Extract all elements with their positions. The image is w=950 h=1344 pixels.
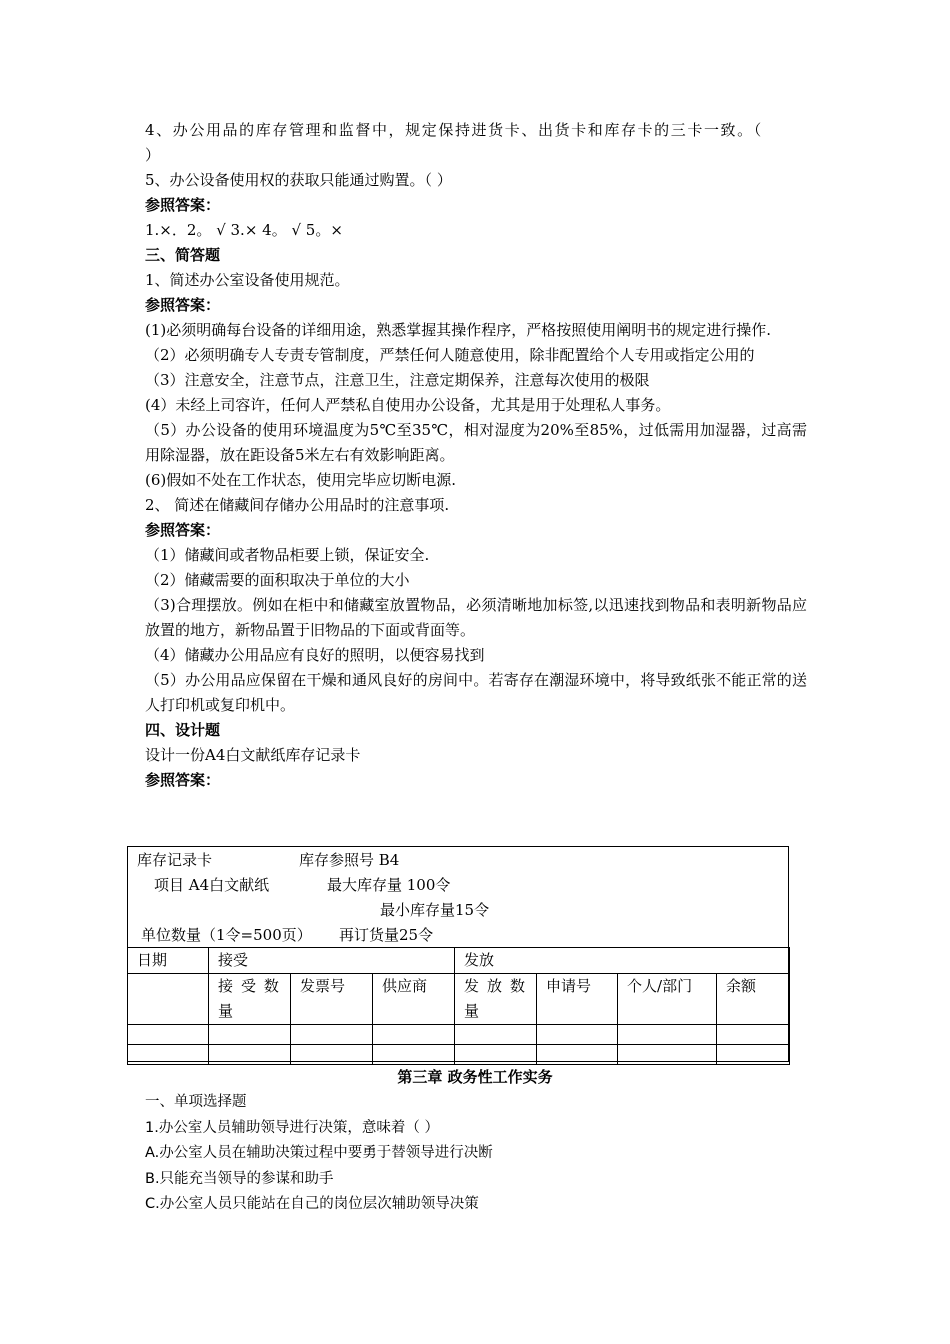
col-receive: 接受 — [209, 948, 455, 974]
inventory-record-card — [127, 846, 789, 1062]
answer-paragraph: (6)假如不处在工作状态，使用完毕应切断电源. — [145, 471, 457, 489]
judge-question-4: 4、办公用品的库存管理和监督中，规定保持进货卡、出货卡和库存卡的三卡一致。（ — [145, 121, 763, 139]
card-min-stock: 最小库存量15令 — [380, 901, 490, 919]
section-heading-choice: 一、单项选择题 — [145, 1094, 247, 1110]
judge-answers: 1.×．2。 √ 3.× 4。 √ 5。× — [145, 221, 343, 239]
section-heading-design: 四、设计题 — [145, 721, 221, 739]
card-unit: 单位数量（1令=500页） — [141, 926, 312, 944]
short-question-1: 1、简述办公室设备使用规范。 — [145, 271, 350, 289]
answer-label: 参照答案： — [145, 521, 221, 539]
choice-question-1: 1.办公室人员辅助领导进行决策，意味着（ ） — [145, 1119, 439, 1136]
ledger-subheader-row — [128, 974, 790, 1025]
ledger-header-row — [128, 948, 790, 974]
answer-label: 参照答案： — [145, 296, 221, 314]
table-row — [128, 1025, 790, 1045]
answer-paragraph: （4）储藏办公用品应有良好的照明，以便容易找到 — [145, 646, 485, 664]
answer-paragraph: （5）办公设备的使用环境温度为5℃至35℃，相对湿度为20%至85%，过低需用加湿器，过高需用除湿器，放在距设备5米左右有效影响距离。 — [145, 421, 807, 464]
chapter3-content — [145, 1090, 807, 1218]
col-supplier: 供应商 — [373, 974, 455, 1025]
document-body — [145, 118, 807, 793]
col-date: 日期 — [128, 948, 209, 974]
judge-question-4-cont: ） — [145, 146, 161, 164]
design-task: 设计一份A4白文献纸库存记录卡 — [145, 746, 361, 764]
col-balance: 余额 — [717, 974, 790, 1025]
answer-paragraph: （2）储藏需要的面积取决于单位的大小 — [145, 571, 410, 589]
col-issue: 发放 — [455, 948, 790, 974]
choice-option-b: B.只能充当领导的参谋和助手 — [145, 1170, 334, 1187]
section-heading-short: 三、简答题 — [145, 246, 221, 264]
col-person-dept: 个人/部门 — [618, 974, 717, 1025]
answer-label: 参照答案： — [145, 771, 221, 789]
chapter-title: 第三章 政务性工作实务 — [397, 1068, 553, 1086]
answer-paragraph: （3）注意安全，注意节点，注意卫生，注意定期保养，注意每次使用的极限 — [145, 371, 650, 389]
answer-label: 参照答案： — [145, 196, 221, 214]
card-title: 库存记录卡 — [137, 851, 213, 869]
card-reorder: 再订货量25令 — [339, 926, 434, 944]
answer-paragraph: (4）未经上司容许，任何人严禁私自使用办公设备，尤其是用于处理私人事务。 — [145, 396, 671, 414]
short-question-2: 2、 简述在储藏间存储办公用品时的注意事项. — [145, 496, 450, 514]
choice-option-a: A.办公室人员在辅助决策过程中要勇于替领导进行决断 — [145, 1145, 493, 1161]
card-max-stock: 最大库存量 100令 — [327, 876, 451, 894]
col-invoice-no: 发票号 — [291, 974, 373, 1025]
col-issue-qty: 发 放 数量 — [455, 974, 537, 1025]
col-receive-qty: 接 受 数量 — [209, 974, 291, 1025]
answer-paragraph: （2）必须明确专人专责专管制度，严禁任何人随意使用，除非配置给个人专用或指定公用的 — [145, 346, 755, 364]
col-request-no: 申请号 — [537, 974, 618, 1025]
answer-paragraph: （1）储藏间或者物品柜要上锁，保证安全. — [145, 546, 430, 564]
card-item: 项目 A4白文献纸 — [154, 876, 270, 894]
card-ref-number: 库存参照号 B4 — [299, 851, 400, 869]
choice-option-c: C.办公室人员只能站在自己的岗位层次辅助领导决策 — [145, 1196, 479, 1212]
judge-question-5: 5、办公设备使用权的获取只能通过购置。（ ） — [145, 171, 452, 189]
ledger-table — [127, 947, 790, 1065]
table-row — [128, 1045, 790, 1065]
answer-paragraph: (1)必须明确每台设备的详细用途，熟悉掌握其操作程序，严格按照使用阐明书的规定进行操作. — [145, 321, 772, 339]
answer-paragraph: （3)合理摆放。例如在柜中和储藏室放置物品，必须清晰地加标签,以迅速找到物品和表明新物品应放置的地方，新物品置于旧物品的下面或背面等。 — [145, 596, 807, 639]
answer-paragraph: （5）办公用品应保留在干燥和通风良好的房间中。若寄存在潮湿环境中，将导致纸张不能正常的送人打印机或复印机中。 — [145, 671, 807, 714]
